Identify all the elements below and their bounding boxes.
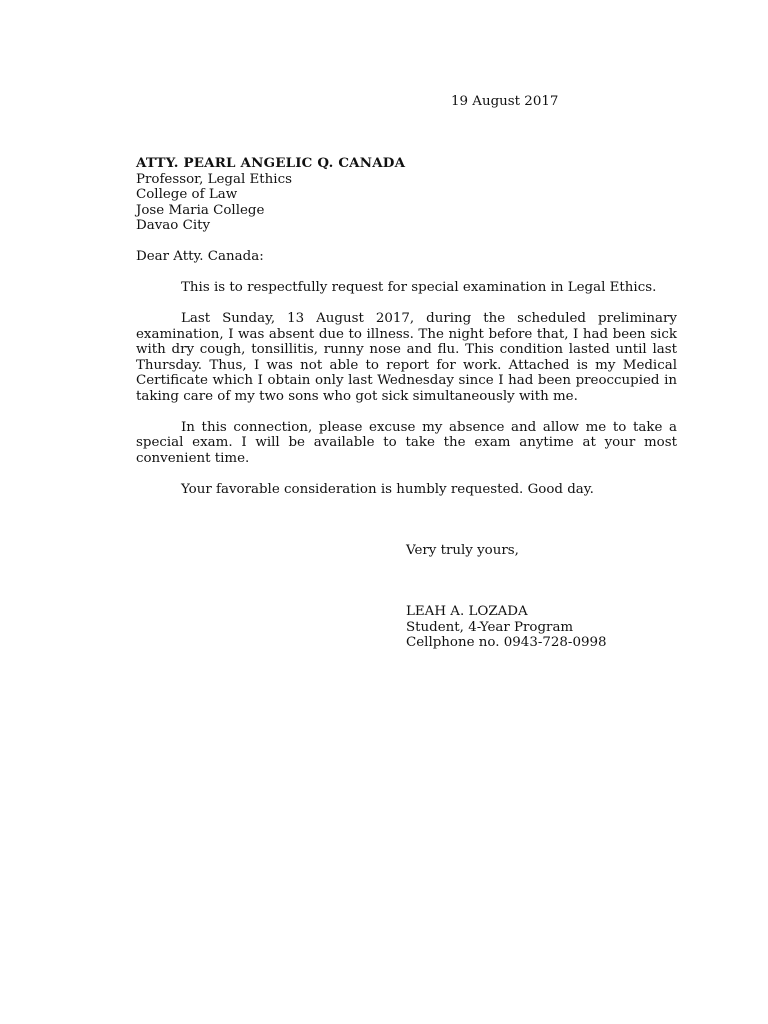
- body-paragraph: Last Sunday, 13 August 2017, during the scheduled preliminary examination, I was absent due to illness. The night before that, I had been sick with dry cough, tonsillitis, runny nose and flu. This condition lasted until last Thursday. Thus, I was not able to report for work. Attached is my Medical Certificate which I obtain only last Wednesday since I had been preoccupied in taking care of my two sons who got sick simultaneously with me.: [136, 311, 677, 404]
- signature-block: [406, 604, 607, 651]
- recipient-city: Davao City: [136, 218, 211, 233]
- body-paragraph: In this connection, please excuse my absence and allow me to take a special exam. I will be available to take the exam anytime at your most convenient time.: [136, 419, 677, 466]
- letter-body: [136, 280, 677, 513]
- recipient-name: ATTY. PEARL ANGELIC Q. CANADA: [136, 155, 406, 171]
- letter-date: 19 August 2017: [451, 94, 559, 109]
- complimentary-close: Very truly yours,: [406, 543, 519, 558]
- body-paragraph: This is to respectfully request for special examination in Legal Ethics.: [181, 280, 657, 295]
- body-paragraph: Your favorable consideration is humbly requested. Good day.: [181, 481, 594, 497]
- salutation: Dear Atty. Canada:: [136, 249, 264, 264]
- recipient-institution: Jose Maria College: [136, 202, 265, 218]
- recipient-department: College of Law: [136, 187, 238, 202]
- sender-phone: Cellphone no. 0943-728-0998: [406, 635, 607, 650]
- recipient-address-block: [136, 156, 696, 234]
- sender-name: LEAH A. LOZADA: [406, 604, 528, 619]
- recipient-title: Professor, Legal Ethics: [136, 171, 292, 187]
- sender-program: Student, 4-Year Program: [406, 619, 574, 635]
